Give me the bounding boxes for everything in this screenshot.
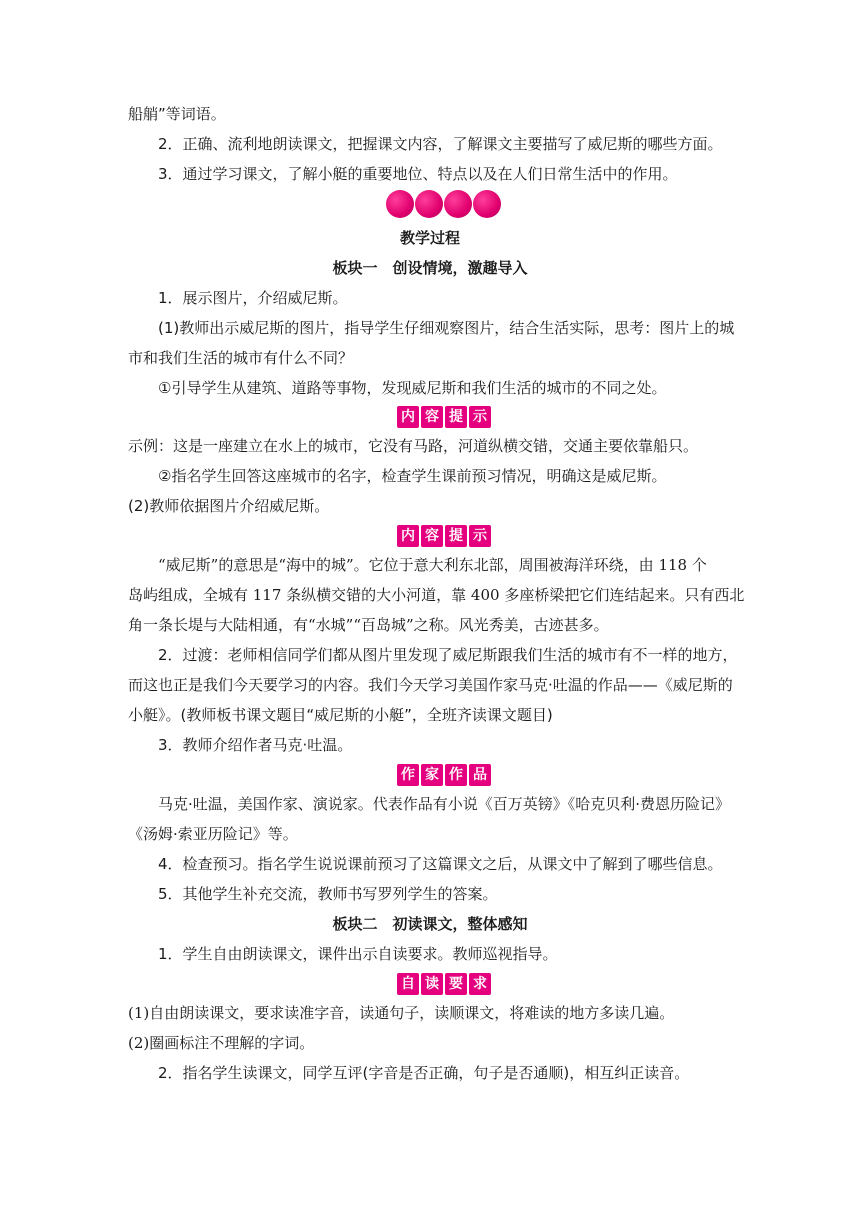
- content-tip-badge: 内 容 提 示: [397, 406, 493, 428]
- text-line: 4．检查预习。指名学生说说课前预习了这篇课文之后，从课文中了解到了哪些信息。: [158, 855, 723, 873]
- text-line: 2．过渡：老师相信同学们都从图片里发现了威尼斯跟我们生活的城市有不一样的地方，: [158, 646, 738, 664]
- requirement-1: (1)自由朗读课文，要求读准字音，读通句子，读顺课文，将难读的地方多读几遍。: [128, 1004, 675, 1022]
- block-two-heading: 板块二 初读课文，整体感知: [332, 915, 528, 933]
- reading-requirements-badge: 自 读 要 求: [397, 973, 493, 995]
- ornament-icon: [386, 190, 502, 222]
- text-line: 市和我们生活的城市有什么不同？: [128, 349, 354, 367]
- text-line: 3．教师介绍作者马克·吐温。: [158, 736, 353, 754]
- venice-intro: “威尼斯”的意思是“海中的城”。它位于意大利东北部，周围被海洋环绕，由 118 个: [158, 556, 707, 574]
- text-line: ①引导学生从建筑、道路等事物，发现威尼斯和我们生活的城市的不同之处。: [158, 379, 667, 397]
- text-line: (2)教师依据图片介绍威尼斯。: [128, 497, 330, 515]
- author-intro: 《汤姆·索亚历险记》等。: [128, 825, 298, 843]
- example-text: 示例：这是一座建立在水上的城市，它没有马路，河道纵横交错，交通主要依靠船只。: [128, 437, 699, 455]
- requirement-2: (2)圈画标注不理解的字词。: [128, 1034, 315, 1052]
- objective-3: 3．通过学习课文，了解小艇的重要地位、特点以及在人们日常生活中的作用。: [158, 165, 678, 183]
- block-one-heading: 板块一 创设情境，激趣导入: [332, 259, 528, 277]
- text-line: 而这也正是我们今天要学习的内容。我们今天学习美国作家马克·吐温的作品——《威尼斯的: [128, 676, 733, 694]
- venice-intro: 岛屿组成，全城有 117 条纵横交错的大小河道，靠 400 多座桥梁把它们连结起来。只有西北: [128, 586, 745, 604]
- author-intro: 马克·吐温，美国作家、演说家。代表作品有小说《百万英镑》《哈克贝利·费恩历险记》: [158, 795, 731, 813]
- author-works-badge: 作 家 作 品: [397, 764, 493, 786]
- section-title: 教学过程: [399, 229, 460, 247]
- text-line: (1)教师出示威尼斯的图片，指导学生仔细观察图片，结合生活实际，思考：图片上的城: [158, 319, 735, 337]
- text-line: 小艇》。(教师板书课文题目“威尼斯的小艇”，全班齐读课文题目): [128, 706, 553, 724]
- objective-2: 2．正确、流利地朗读课文，把握课文内容，了解课文主要描写了威尼斯的哪些方面。: [158, 135, 723, 153]
- text-line: 2．指名学生读课文，同学互评(字音是否正确，句子是否通顺)，相互纠正读音。: [158, 1064, 690, 1082]
- text-line: 1．学生自由朗读课文，课件出示自读要求。教师巡视指导。: [158, 945, 558, 963]
- text-line: 5．其他学生补充交流，教师书写罗列学生的答案。: [158, 885, 498, 903]
- venice-intro: 角一条长堤与大陆相通，有“水城”“百岛城”之称。风光秀美，古迹甚多。: [128, 616, 609, 634]
- text-line: 1．展示图片，介绍威尼斯。: [158, 289, 348, 307]
- text-line: ②指名学生回答这座城市的名字，检查学生课前预习情况，明确这是威尼斯。: [158, 467, 667, 485]
- content-tip-badge: 内 容 提 示: [397, 525, 493, 547]
- text-line: 船艄”等词语。: [128, 105, 226, 123]
